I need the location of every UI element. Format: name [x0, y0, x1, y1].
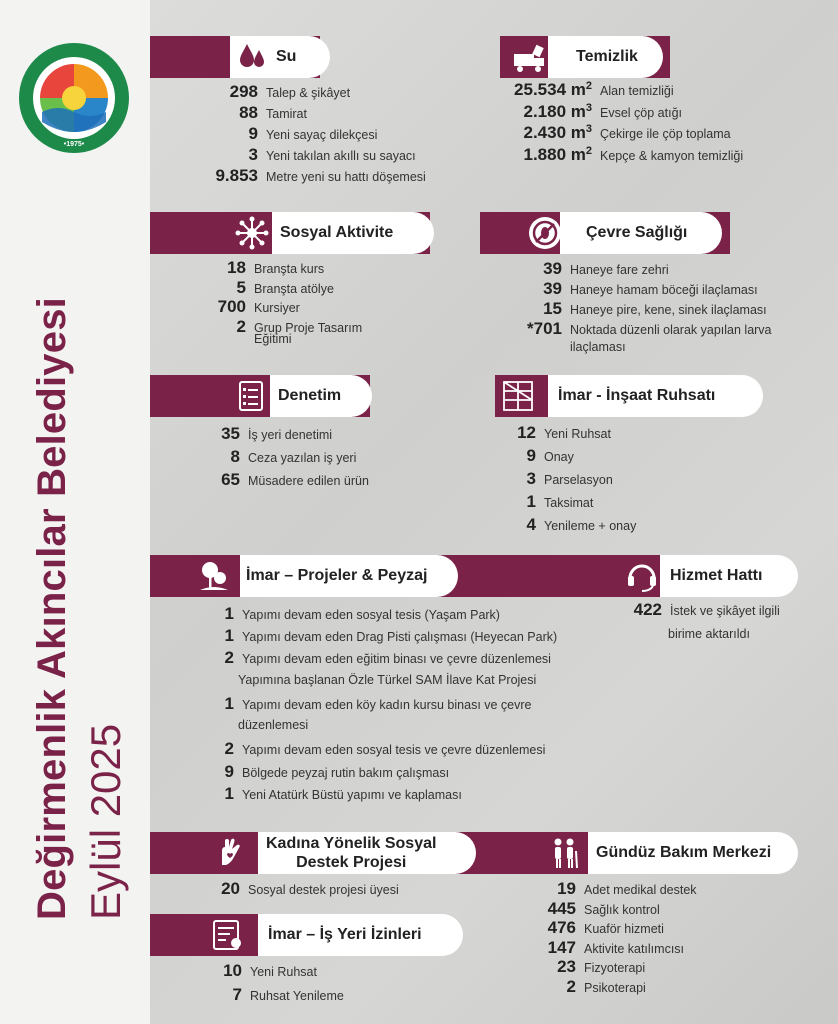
sosyal-stat-row — [196, 278, 334, 298]
stat-value: 9 — [248, 124, 258, 143]
denetim-stat-row — [200, 424, 332, 444]
imar-projeler-stat-row — [204, 739, 545, 759]
kadina-stat-row — [196, 879, 399, 899]
stat-label: Branşta atölye — [254, 281, 334, 296]
temizlik-stat-row — [488, 80, 674, 100]
stat-value: 23 — [557, 957, 576, 976]
stat-value: 8 — [230, 447, 240, 466]
hizmet-continuation-text: birime aktarıldı — [668, 627, 750, 641]
isyeri-header — [258, 914, 463, 956]
su-title: Su — [276, 48, 297, 65]
kadina-title-line2: Destek Projesi — [296, 854, 407, 871]
stat-label: Yeni Ruhsat — [250, 965, 317, 979]
cevre-title: Çevre Sağlığı — [586, 224, 688, 241]
stat-label: Haneye hamam böceği ilaçlaması — [570, 283, 758, 297]
stat-label: Grup Proje Tasarım — [254, 320, 363, 335]
stat-label: Branşta kurs — [254, 262, 325, 276]
stat-value: 1 — [224, 694, 234, 713]
stat-label: Psikoterapi — [584, 980, 646, 995]
imar-insaat-stat-row — [500, 515, 636, 535]
stat-label: Kuaför hizmeti — [584, 922, 664, 936]
imar-projeler-stat-row — [204, 604, 500, 624]
stat-value: 2 — [224, 648, 234, 667]
stat-value: 88 — [239, 103, 258, 122]
stat-value: 2.430 $m^3$ — [523, 123, 592, 142]
garbage-truck-icon — [512, 40, 548, 76]
stat-label: Bölgede peyzaj rutin bakım çalışması — [242, 765, 450, 780]
stat-label: Yapımı devam eden köy kadın kursu binası ve çevre — [242, 698, 532, 712]
stat-value: 5 — [236, 277, 246, 297]
stat-value: 12 — [517, 423, 536, 442]
cevre-stat-row — [500, 259, 669, 279]
landscape-icon — [196, 558, 232, 594]
imar-insaat-stat-row — [500, 469, 613, 489]
isyeri-title: İmar – İş Yeri İzinleri — [268, 926, 422, 943]
cevre-continuation-text: ilaçlaması — [570, 340, 626, 354]
stat-label: Kepçe & kamyon temizliği — [600, 148, 744, 163]
cevre-stat-row — [500, 299, 767, 319]
denetim-header — [270, 375, 372, 417]
stat-label: Çekirge ile çöp toplama — [600, 127, 731, 141]
stat-value: 9 — [224, 761, 234, 781]
stat-value: 35 — [221, 424, 240, 443]
su-stat-row — [196, 166, 426, 186]
stat-label: Sosyal destek projesi üyesi — [248, 883, 399, 897]
stat-unit-exponent: 2 — [585, 80, 592, 92]
stat-label: Yeni takılan akıllı su sayacı — [266, 149, 416, 163]
stat-value: 2 — [224, 739, 234, 758]
stat-label: Talep & şikâyet — [266, 86, 351, 100]
stat-label: Yeni sayaç dilekçesi — [266, 128, 378, 142]
su-stat-row — [196, 124, 377, 144]
stat-value: 10 — [223, 961, 242, 980]
sosyal-continuation-text: Eğitimi — [254, 332, 292, 346]
stat-value: 1.880 $m^2$ — [523, 144, 592, 164]
stat-label: Yeni Atatürk Büstü yapımı ve kaplaması — [242, 788, 462, 802]
stat-value: 9 — [526, 446, 536, 465]
stat-label: İstek ve şikâyet ilgili — [670, 604, 780, 618]
stat-value: 19 — [557, 879, 576, 898]
gunduz-stat-row — [526, 899, 660, 919]
stat-value: 25.534 $m^2$ — [514, 80, 592, 99]
imar-projeler-stat-row — [204, 626, 557, 646]
stat-value: 2 — [566, 976, 576, 996]
stat-value: 39 — [543, 259, 562, 278]
stat-label: Onay — [544, 450, 574, 464]
gunduz-header — [588, 832, 798, 874]
stat-label: Yapımı devam eden sosyal tesis ve çevre düzenlemesi — [242, 743, 546, 757]
stat-value: *701 — [527, 319, 562, 338]
hizmet-stat-row — [616, 600, 780, 620]
hand-heart-icon — [212, 835, 248, 871]
elderly-care-icon — [546, 835, 582, 871]
stat-label: Noktada düzenli olarak yapılan larva — [570, 323, 772, 337]
stat-unit-exponent: 3 — [585, 101, 592, 114]
gunduz-stat-row — [526, 977, 646, 997]
checklist-icon — [234, 378, 270, 414]
vertical-title — [30, 297, 129, 920]
hizmet-header — [660, 555, 798, 597]
stat-label: Yapımı devam eden Drag Pisti çalışması (Heyecan Park) — [242, 630, 558, 644]
stat-value: 1 — [526, 492, 536, 511]
stat-value: 4 — [526, 515, 536, 534]
stat-label: Yeni Ruhsat — [544, 427, 611, 441]
temizlik-stat-row — [488, 102, 682, 122]
kadina-header — [258, 832, 476, 874]
imar-projeler-stat-row — [204, 694, 532, 714]
cevre-header — [560, 212, 722, 254]
stat-value: 9.853 — [215, 166, 258, 185]
stat-value: 3 — [526, 469, 536, 488]
imar-projeler-stat-row — [204, 784, 462, 804]
stat-value: 3 — [248, 145, 258, 164]
license-document-icon — [210, 917, 246, 953]
stat-value: 422 — [633, 600, 662, 619]
stat-label: Kursiyer — [254, 301, 300, 315]
gunduz-title: Gündüz Bakım Merkezi — [596, 844, 772, 861]
imar-insaat-title: İmar - İnşaat Ruhsatı — [558, 387, 716, 404]
cevre-stat-row — [500, 319, 772, 339]
sosyal-stat-row — [196, 297, 300, 317]
stat-label: Haneye pire, kene, sinek ilaçlaması — [570, 303, 767, 317]
stat-value: 65 — [221, 470, 240, 489]
su-stat-row — [196, 82, 350, 102]
stat-label: Alan temizliği — [600, 84, 674, 98]
stat-value: 7 — [232, 985, 242, 1004]
headset-icon — [624, 558, 660, 594]
isyeri-stat-row — [196, 961, 317, 981]
stat-value: 476 — [547, 918, 576, 937]
denetim-title: Denetim — [278, 387, 342, 404]
title-period: Eylül 2025 — [82, 723, 129, 920]
su-stat-row — [196, 145, 416, 165]
imar-projeler-title: İmar – Projeler & Peyzaj — [246, 567, 428, 584]
pest-control-icon — [527, 215, 563, 251]
stat-value: 39 — [543, 279, 562, 298]
stat-value: 2.180 $m^3$ — [523, 101, 592, 121]
stat-value: 147 — [547, 937, 576, 957]
denetim-stat-row — [200, 470, 369, 490]
stat-value: 298 — [229, 82, 258, 101]
stat-label: Fizyoterapi — [584, 961, 646, 975]
stat-label: Yenileme + onay — [544, 519, 637, 533]
stat-value: 700 — [217, 297, 246, 316]
gunduz-stat-row — [526, 957, 645, 977]
imar-insaat-header — [548, 375, 763, 417]
svg-text:•1975•: •1975• — [63, 141, 85, 148]
municipality-logo — [18, 42, 130, 154]
stat-label: Metre yeni su hattı döşemesi — [266, 170, 426, 184]
stat-value: 1 — [224, 784, 234, 803]
gunduz-stat-row — [526, 879, 697, 899]
sosyal-header — [272, 212, 434, 254]
stat-unit-exponent: 2 — [585, 144, 592, 157]
network-icon — [234, 215, 270, 251]
stat-label: Evsel çöp atığı — [600, 105, 682, 120]
su-stat-row — [196, 103, 307, 123]
stat-value: 2 — [236, 316, 246, 336]
stat-unit-exponent: 3 — [585, 123, 592, 135]
gunduz-stat-row — [526, 938, 684, 958]
kadina-title-line1: Kadına Yönelik Sosyal — [266, 835, 437, 852]
title-municipality: Değirmenlik Akıncılar Belediyesi — [30, 297, 74, 920]
gunduz-stat-row — [526, 918, 664, 938]
stat-value: 15 — [543, 299, 562, 318]
imar-projeler-continuation-text: düzenlemesi — [238, 718, 309, 732]
cevre-stat-row — [500, 279, 758, 299]
imar-insaat-stat-row — [500, 446, 574, 466]
stat-label: Tamirat — [266, 107, 307, 121]
stat-value: 1 — [224, 604, 234, 623]
temizlik-stat-row — [488, 145, 743, 165]
stat-value: 1 — [224, 626, 234, 645]
imar-projeler-header — [240, 555, 458, 597]
stat-label: Yapımı devam eden sosyal tesis (Yaşam Park) — [242, 608, 500, 622]
temizlik-title: Temizlik — [576, 48, 638, 65]
stat-label: Haneye fare zehri — [570, 263, 669, 277]
stat-label: Parselasyon — [544, 473, 613, 487]
stat-label: Adet medikal destek — [584, 883, 697, 897]
water-drop-icon — [234, 39, 270, 75]
stat-label: Ceza yazılan iş yeri — [248, 451, 357, 465]
stat-label: Taksimat — [544, 496, 594, 510]
stat-value: 445 — [547, 898, 576, 918]
stat-label: İş yeri denetimi — [248, 428, 333, 442]
imar-projeler-continuation-text: Yapımına başlanan Özle Türkel SAM İlave Kat Projesi — [238, 673, 537, 687]
isyeri-stat-row — [196, 985, 344, 1005]
temizlik-stat-row — [488, 123, 731, 143]
stat-label: Ruhsat Yenileme — [250, 989, 344, 1003]
stat-label: Sağlık kontrol — [584, 902, 660, 917]
imar-insaat-stat-row — [500, 492, 593, 512]
stat-label: Müsadere edilen ürün — [248, 474, 369, 488]
stat-value: 18 — [227, 258, 246, 277]
stat-label: Yapımı devam eden eğitim binası ve çevre düzenlemesi — [242, 652, 551, 666]
hizmet-title: Hizmet Hattı — [670, 567, 763, 584]
sosyal-stat-row — [196, 258, 324, 278]
denetim-stat-row — [200, 447, 356, 467]
sosyal-title: Sosyal Aktivite — [280, 224, 394, 241]
imar-projeler-stat-row — [204, 762, 449, 782]
stat-value: 20 — [221, 879, 240, 898]
imar-projeler-stat-row — [204, 648, 551, 668]
stat-label: Aktivite katılımcısı — [584, 941, 685, 956]
imar-insaat-stat-row — [500, 423, 611, 443]
temizlik-header — [548, 36, 663, 78]
scaffold-icon — [500, 378, 536, 414]
